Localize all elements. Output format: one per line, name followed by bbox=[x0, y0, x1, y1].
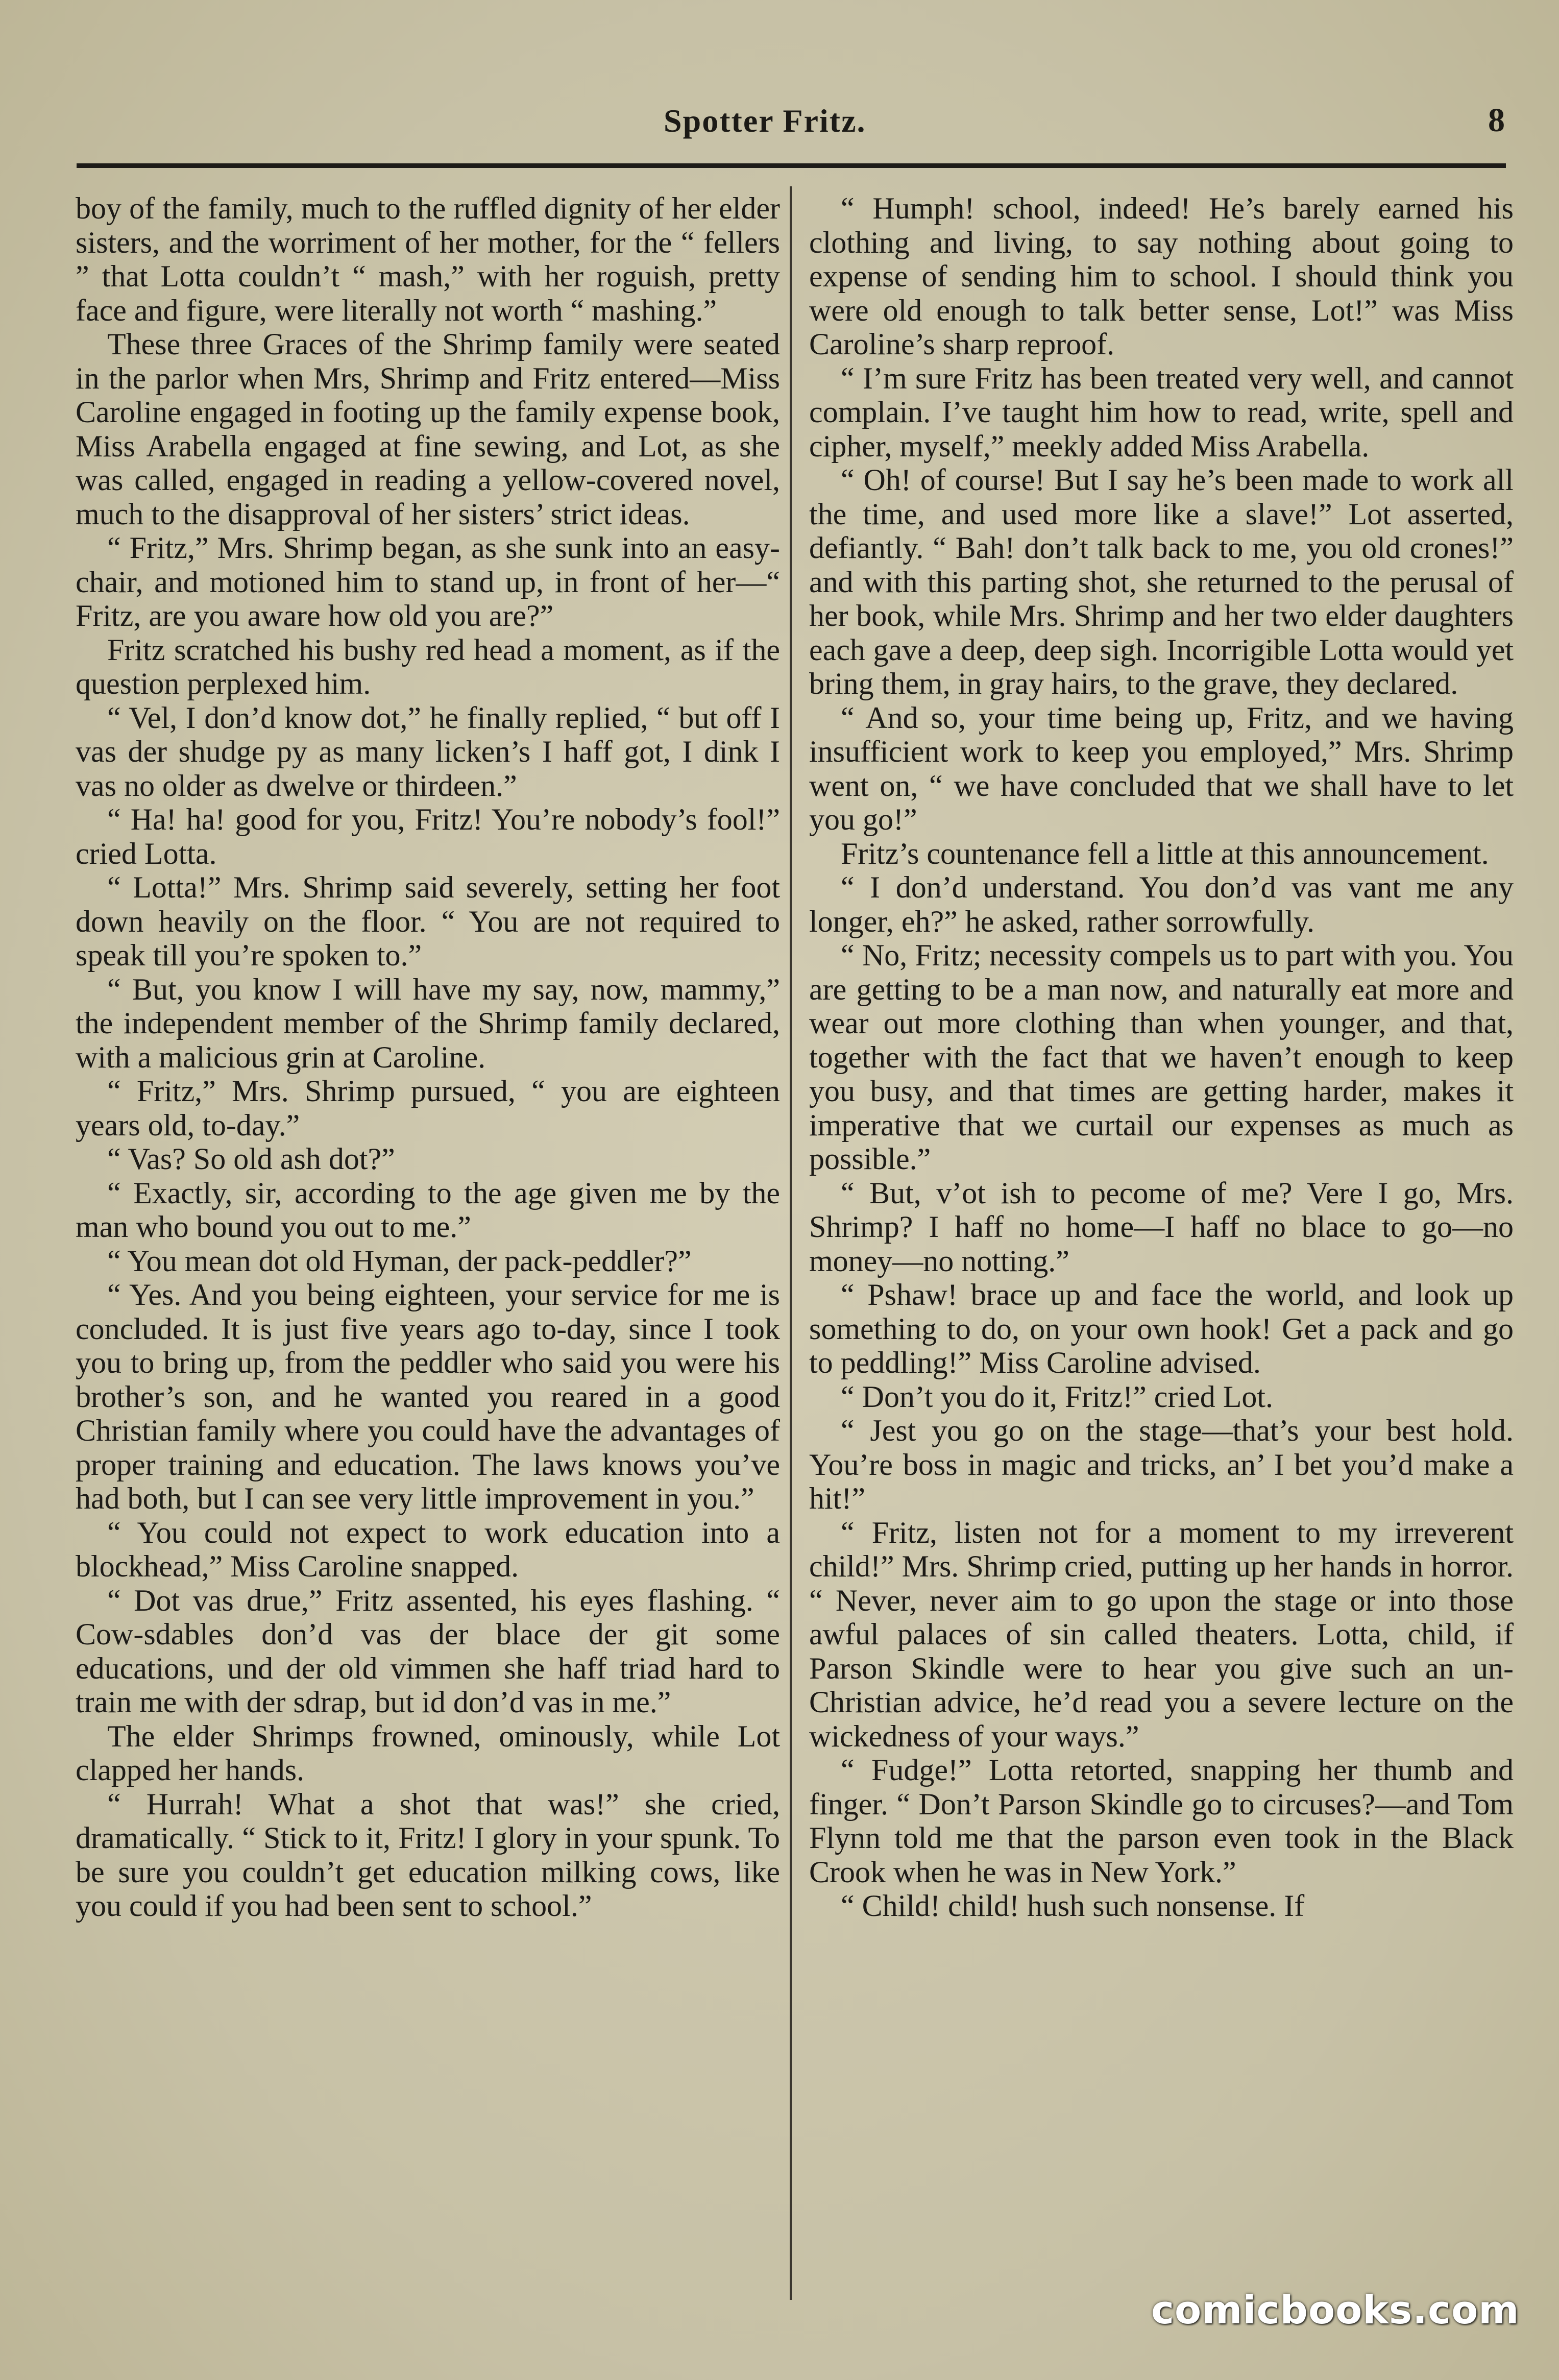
paragraph: “ Jest you go on the stage—that’s your best hold. You’re boss in magic and tricks, an’ I bet you’d make a hit!” bbox=[809, 1414, 1514, 1515]
right-column bbox=[809, 191, 1514, 2310]
paragraph: “ Vas? So old ash dot?” bbox=[107, 1142, 395, 1176]
paragraph: “ Ha! ha! good for you, Fritz! You’re nobody’s fool!” cried Lotta. bbox=[76, 803, 780, 870]
paragraph: “ You mean dot old Hyman, der pack-peddler?” bbox=[107, 1244, 692, 1278]
paragraph: “ I’m sure Fritz has been treated very well, and cannot complain. I’ve taught him how to read, write, spell and cipher, myself,” meekly added Miss Arabella. bbox=[809, 361, 1514, 463]
paragraph: Fritz scratched his bushy red head a moment, as if the question perplexed him. bbox=[76, 633, 780, 700]
page-number: 8 bbox=[1488, 102, 1505, 139]
column-divider bbox=[790, 186, 792, 2300]
paragraph: “ And so, your time being up, Fritz, and we having insufficient work to keep you employed,” Mrs. Shrimp went on, “ we have concluded that we shall have to let you go!” bbox=[809, 700, 1514, 836]
paragraph: “ Pshaw! brace up and face the world, and look up something to do, on your own hook! Get a pack and go to peddling!” Miss Caroline advised. bbox=[809, 1278, 1514, 1379]
paragraph: boy of the family, much to the ruffled dignity of her elder sisters, and the worriment of her mother, for the “ fellers ” that Lotta couldn’t “ mash,” with her roguish, pretty face and figure, were literally not worth “ mashing.” bbox=[76, 191, 780, 327]
paragraph: “ No, Fritz; necessity compels us to part with you. You are getting to be a man now, and naturally eat more and wear out more clothing than when younger, and that, together with the fact that we haven’t enough to keep you busy, and that times are getting harder, makes it imperative that we curtail our expenses as much as possible.” bbox=[809, 938, 1514, 1176]
paragraph: “ I don’d understand. You don’d vas vant me any longer, eh?” he asked, rather sorrowfully. bbox=[809, 870, 1514, 938]
paragraph: “ Humph! school, indeed! He’s barely earned his clothing and living, to say nothing about going to expense of sending him to school. I should think you were old enough to talk better sense, Lot!” was Miss Caroline’s sharp reproof. bbox=[809, 191, 1514, 361]
paragraph: “ Child! child! hush such nonsense. If bbox=[841, 1889, 1305, 1923]
paragraph: “ Fritz,” Mrs. Shrimp pursued, “ you are eighteen years old, to-day.” bbox=[76, 1074, 780, 1142]
paragraph: “ Don’t you do it, Fritz!” cried Lot. bbox=[841, 1379, 1274, 1414]
running-title: Spotter Fritz. bbox=[664, 103, 866, 139]
paragraph: The elder Shrimps frowned, ominously, while Lot clapped her hands. bbox=[76, 1719, 780, 1787]
paragraph: “ Oh! of course! But I say he’s been made to work all the time, and used more like a slave!” Lot asserted, defiantly. “ Bah! don’t talk back to me, you old crones!” and with this parting shot, she returned to the perusal of her book, while Mrs. Shrimp and her two elder daughters each gave a deep, deep sigh. Incorrigible Lotta would yet bring them, in gray hairs, to the grave, they declared. bbox=[809, 463, 1514, 700]
header-rule bbox=[77, 163, 1506, 168]
paragraph: “ Lotta!” Mrs. Shrimp said severely, setting her foot down heavily on the floor. “ You are not required to speak till you’re spoken to.” bbox=[76, 870, 780, 972]
site-watermark: comicbooks.com bbox=[1151, 2287, 1520, 2333]
paragraph: “ Fudge!” Lotta retorted, snapping her thumb and finger. “ Don’t Parson Skindle go to circuses?—and Tom Flynn told me that the parson even took in the Black Crook when he was in New York.” bbox=[809, 1753, 1514, 1889]
paragraph: “ Hurrah! What a shot that was!” she cried, dramatically. “ Stick to it, Fritz! I glory in your spunk. To be sure you couldn’t get education milking cows, like you could if you had been sent to school.” bbox=[76, 1787, 780, 1923]
paragraph: “ But, v’ot ish to pecome of me? Vere I go, Mrs. Shrimp? I haff no home—I haff no blace to go—no money—no notting.” bbox=[809, 1176, 1514, 1278]
paragraph: “ Fritz, listen not for a moment to my irreverent child!” Mrs. Shrimp cried, putting up her hands in horror. “ Never, never aim to go upon the stage or into those awful palaces of sin called theaters. Lotta, child, if Parson Skindle were to hear you give such an un-Christian advice, he’d read you a severe lecture on the wickedness of your ways.” bbox=[809, 1515, 1514, 1753]
paragraph: Fritz’s countenance fell a little at this announcement. bbox=[841, 836, 1489, 870]
paragraph: “ Vel, I don’d know dot,” he finally replied, “ but off I vas der shudge py as many licken’s I haff got, I dink I vas no older as dwelve or thirdeen.” bbox=[76, 700, 780, 803]
paragraph: “ You could not expect to work education into a blockhead,” Miss Caroline snapped. bbox=[76, 1515, 780, 1583]
paragraph: “ Yes. And you being eighteen, your service for me is concluded. It is just five years ago to-day, since I took you to bring up, from the peddler who said you were his brother’s son, and he wanted you reared in a good Christian family where you could have the advantages of proper training and education. The laws knows you’ve had both, but I can see very little improvement in you.” bbox=[76, 1278, 780, 1515]
paragraph: “ But, you know I will have my say, now, mammy,” the independent member of the Shrimp family declared, with a malicious grin at Caroline. bbox=[76, 972, 780, 1074]
paragraph: “ Fritz,” Mrs. Shrimp began, as she sunk into an easy-chair, and motioned him to stand up, in front of her—“ Fritz, are you aware how old you are?” bbox=[76, 531, 780, 633]
paragraph: “ Dot vas drue,” Fritz assented, his eyes flashing. “ Cow-sdables don’d vas der blace der git some educations, und der old vimmen she haff triad hard to train me with der sdrap, but id don’d vas in me.” bbox=[76, 1583, 780, 1719]
paragraph: These three Graces of the Shrimp family were seated in the parlor when Mrs, Shrimp and Fritz entered—Miss Caroline engaged in footing up the family expense book, Miss Arabella engaged at fine sewing, and Lot, as she was called, engaged in reading a yellow-covered novel, much to the disapproval of her sisters’ strict ideas. bbox=[76, 327, 780, 531]
left-column bbox=[76, 191, 780, 2310]
paragraph: “ Exactly, sir, according to the age given me by the man who bound you out to me.” bbox=[76, 1176, 780, 1244]
